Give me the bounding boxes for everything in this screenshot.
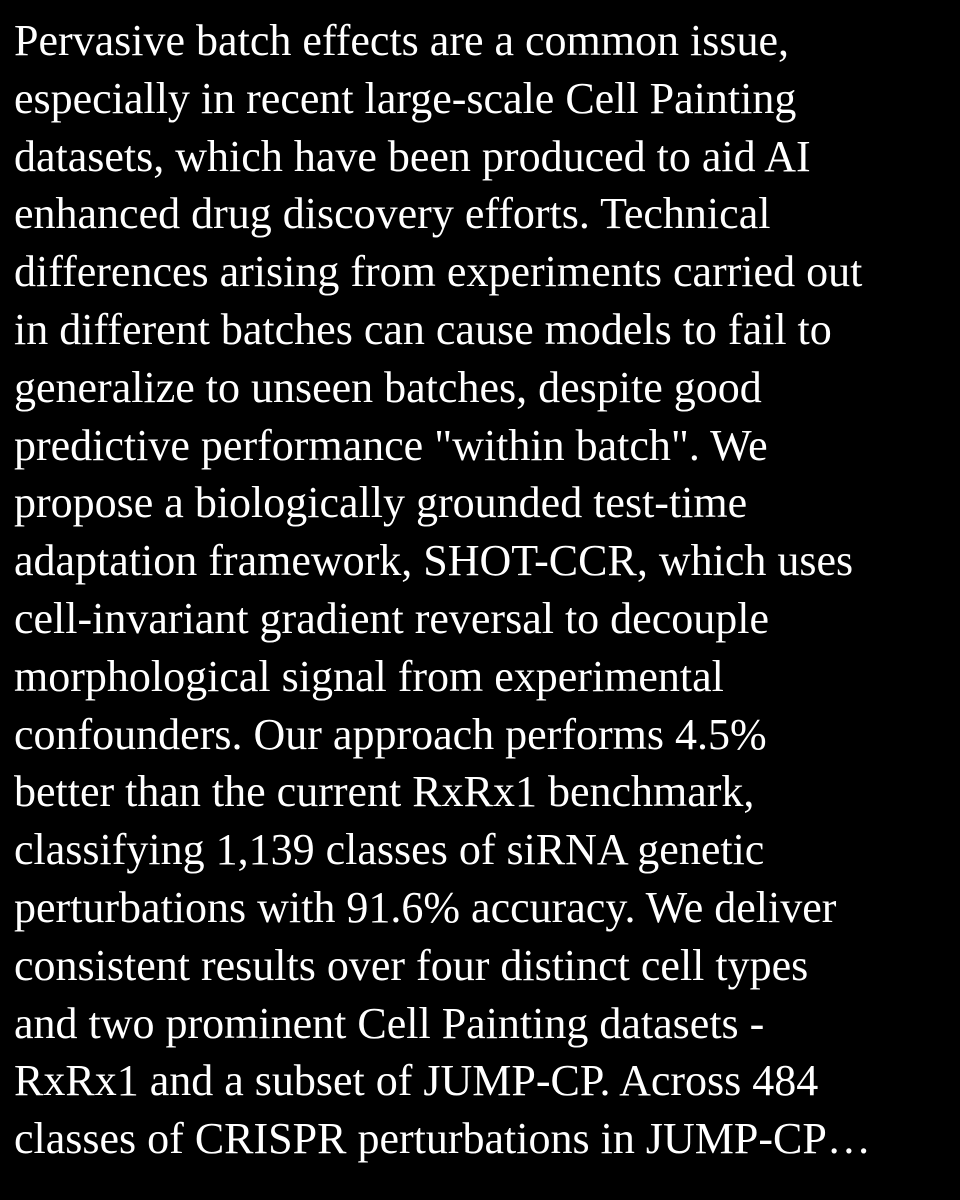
abstract-line: confounders. Our approach performs 4.5% <box>14 709 767 759</box>
abstract-line: adaptation framework, SHOT-CCR, which uses <box>14 536 854 586</box>
abstract-line: especially in recent large-scale Cell Painting <box>14 73 797 123</box>
abstract-line: and two prominent Cell Painting datasets - <box>14 998 765 1048</box>
abstract-line: classifying 1,139 classes of siRNA genetic <box>14 825 765 875</box>
abstract-line: generalize to unseen batches, despite good <box>14 362 762 412</box>
abstract-line: differences arising from experiments carried out <box>14 247 863 297</box>
abstract-line: cell-invariant gradient reversal to decouple <box>14 593 769 643</box>
abstract-line: Pervasive batch effects are a common issue, <box>14 16 790 65</box>
abstract-line: morphological signal from experimental <box>14 651 724 701</box>
abstract-line: datasets, which have been produced to aid AI <box>14 131 811 181</box>
abstract-line: classes of CRISPR perturbations in JUMP-CP… <box>14 1114 871 1164</box>
abstract-line: in different batches can cause models to fail to <box>14 304 832 354</box>
abstract-line: enhanced drug discovery efforts. Technical <box>14 189 771 239</box>
abstract-line: predictive performance "within batch". We <box>14 420 768 470</box>
abstract-line: perturbations with 91.6% accuracy. We deliver <box>14 882 837 932</box>
abstract-line: propose a biologically grounded test-time <box>14 478 748 528</box>
abstract-line: better than the current RxRx1 benchmark, <box>14 767 755 817</box>
abstract-line: consistent results over four distinct cell types <box>14 940 809 990</box>
abstract-line: RxRx1 and a subset of JUMP-CP. Across 484 <box>14 1056 819 1106</box>
